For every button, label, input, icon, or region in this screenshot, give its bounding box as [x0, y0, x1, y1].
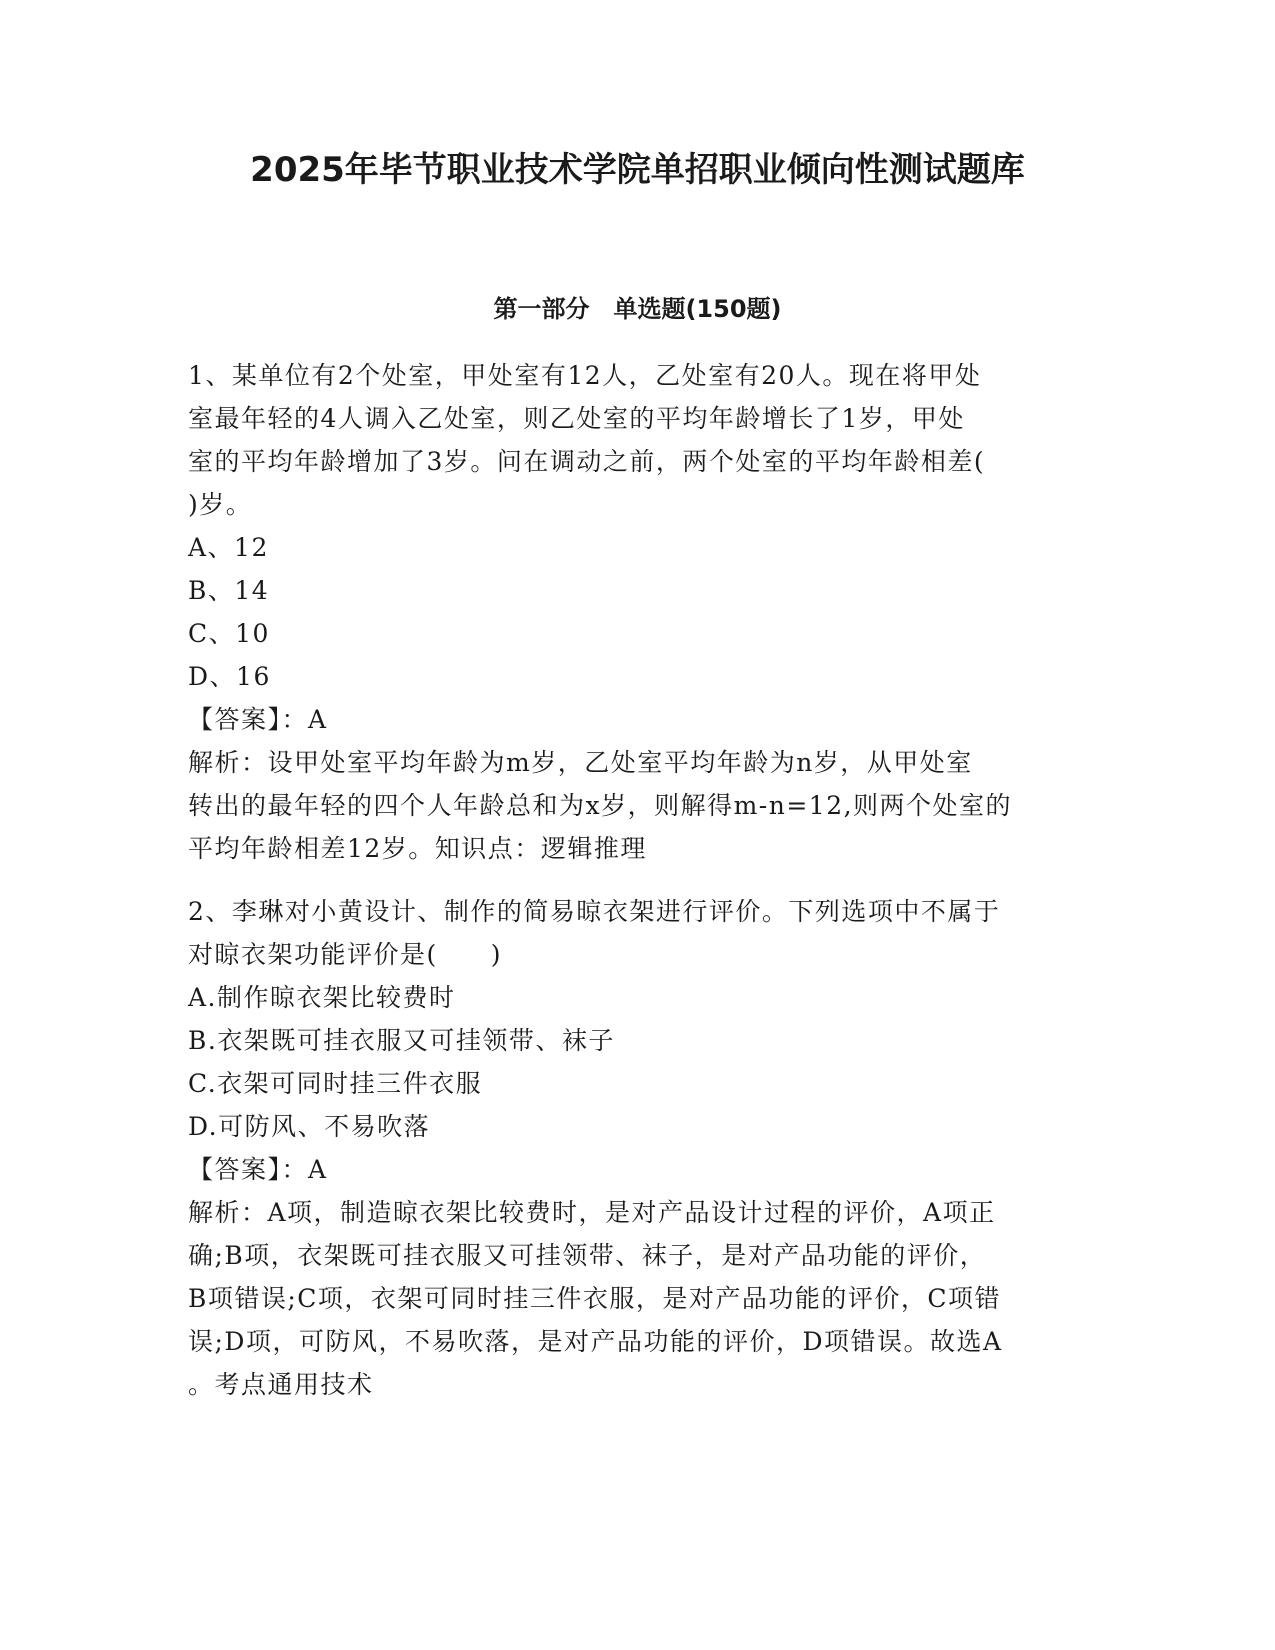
explanation-line: 平均年龄相差12岁。知识点：逻辑推理: [188, 834, 647, 863]
explanation-line: 。考点通用技术: [188, 1370, 374, 1399]
explanation-line: 确;B项，衣架既可挂衣服又可挂领带、袜子，是对产品功能的评价，: [188, 1241, 987, 1270]
question-stem-line: 室的平均年龄增加了3岁。问在调动之前，两个处室的平均年龄相差(: [188, 447, 986, 476]
option-c: C、10: [188, 619, 270, 648]
explanation-line: B项错误;C项，衣架可同时挂三件衣服，是对产品功能的评价，C项错: [188, 1284, 1002, 1313]
option-a: A、12: [188, 533, 269, 562]
option-b: B.衣架既可挂衣服又可挂领带、袜子: [188, 1026, 615, 1055]
question-stem-line: 室最年轻的4人调入乙处室，则乙处室的平均年龄增长了1岁，甲处: [188, 404, 965, 433]
question-list: [188, 354, 1080, 1406]
option-c: C.衣架可同时挂三件衣服: [188, 1069, 483, 1098]
explanation-line: 转出的最年轻的四个人年龄总和为x岁，则解得m-n=12,则两个处室的: [188, 791, 1013, 820]
option-b: B、14: [188, 576, 270, 605]
explanation-line: 解析：设甲处室平均年龄为m岁，乙处室平均年龄为n岁，从甲处室: [188, 748, 973, 777]
question-stem-line: 1、某单位有2个处室，甲处室有12人，乙处室有20人。现在将甲处: [188, 361, 982, 390]
option-d: D.可防风、不易吹落: [188, 1112, 431, 1141]
question-stem-line: 对晾衣架功能评价是( ): [188, 940, 503, 969]
explanation-line: 解析：A项，制造晾衣架比较费时，是对产品设计过程的评价，A项正: [188, 1198, 996, 1227]
explanation-line: 误;D项，可防风，不易吹落，是对产品功能的评价，D项错误。故选A: [188, 1327, 1003, 1356]
question-1: [188, 354, 1080, 870]
question-2: [188, 890, 1080, 1406]
question-stem-line: )岁。: [188, 490, 253, 519]
option-d: D、16: [188, 662, 271, 691]
document-title: 2025年毕节职业技术学院单招职业倾向性测试题库: [250, 150, 1025, 190]
section-title: 第一部分 单选题(150题): [493, 295, 782, 323]
answer-line: 【答案】：A: [188, 1155, 328, 1184]
option-a: A.制作晾衣架比较费时: [188, 983, 456, 1012]
question-stem-line: 2、李琳对小黄设计、制作的简易晾衣架进行评价。下列选项中不属于: [188, 897, 1001, 926]
answer-line: 【答案】：A: [188, 705, 328, 734]
